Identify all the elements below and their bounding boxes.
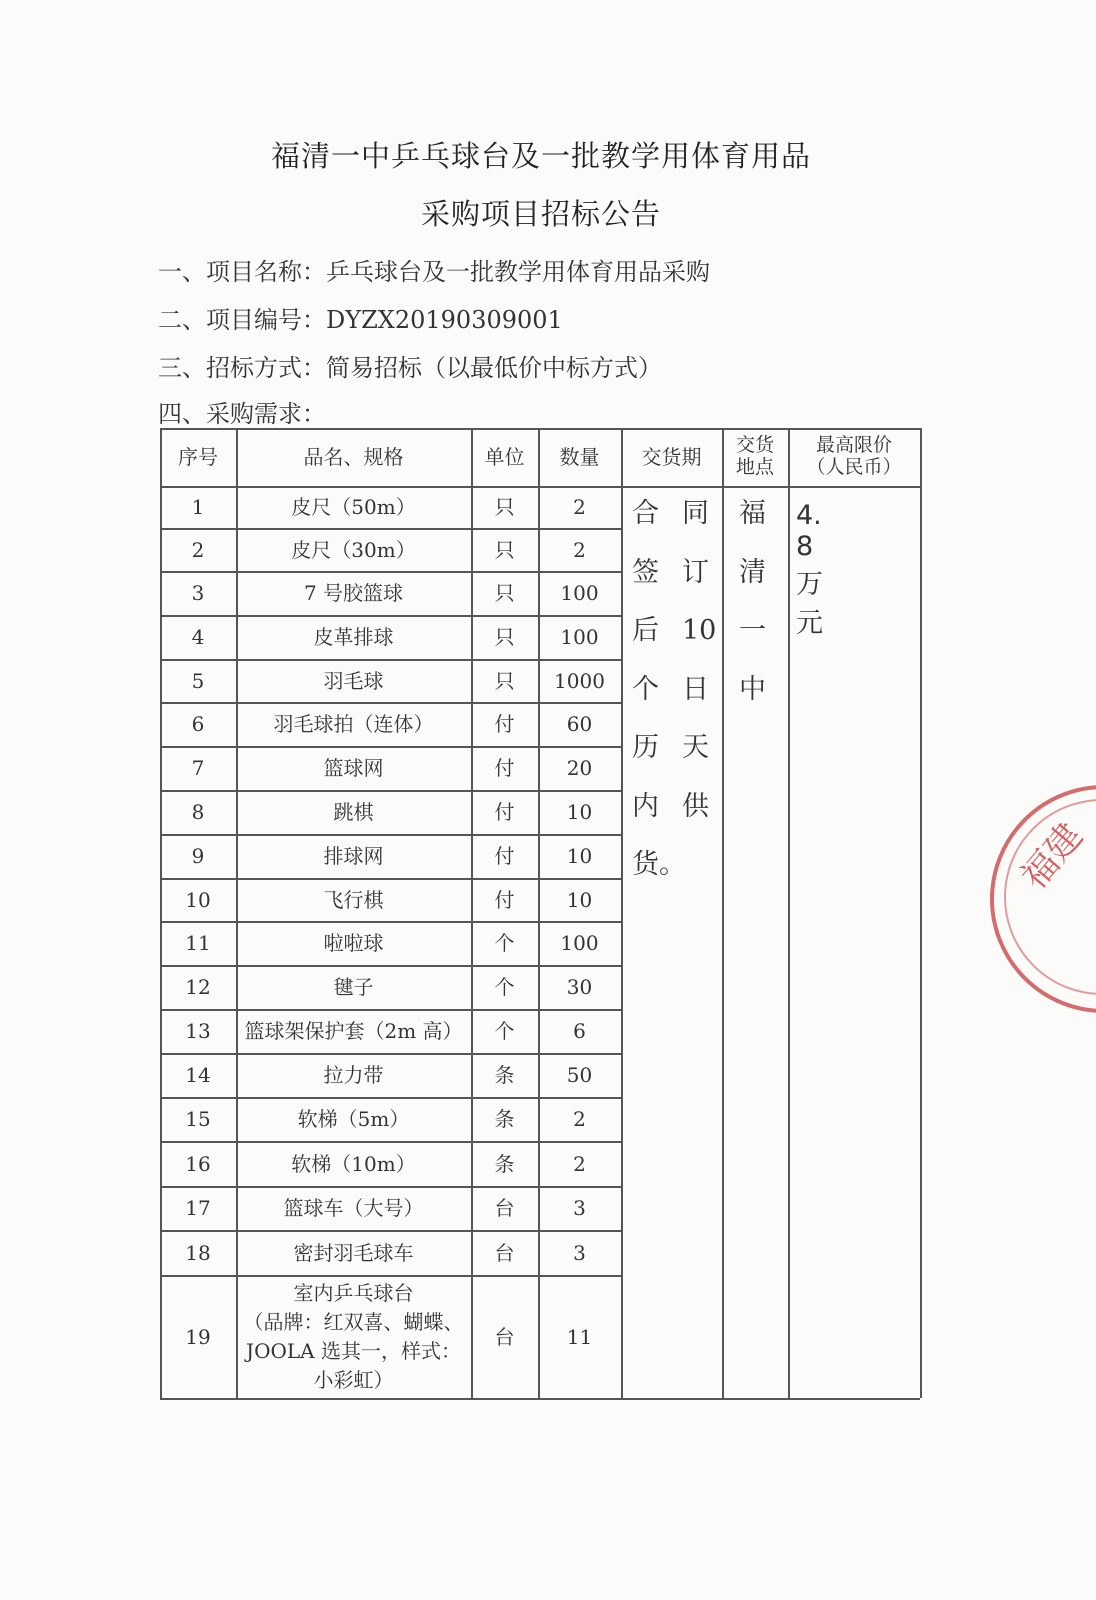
- row-qty: 30: [566, 975, 593, 999]
- row-seq: 1: [191, 495, 205, 519]
- row-name: 软梯（5m）: [297, 1107, 410, 1131]
- row-unit: 个: [494, 1019, 515, 1043]
- row-seq: 11: [185, 931, 211, 955]
- row-name: 拉力带: [323, 1063, 384, 1087]
- header-price: [788, 428, 920, 486]
- row-seq: 10: [185, 887, 211, 912]
- row-unit: 台: [494, 1324, 515, 1349]
- bidding-method-line: 三、招标方式：简易招标（以最低价中标方式）: [158, 354, 662, 382]
- row-seq: 17: [185, 1196, 211, 1220]
- delivery-text-char: 合: [632, 498, 659, 529]
- row-seq: 18: [185, 1240, 211, 1265]
- row-name-line: 小彩虹）: [313, 1367, 394, 1392]
- row-name: 篮球车（大号）: [283, 1196, 424, 1220]
- row-name-line: JOOLA 选其一，样式：: [246, 1338, 461, 1363]
- table-border: [160, 1398, 920, 1400]
- row-unit: 台: [494, 1240, 515, 1265]
- table-border: [722, 428, 724, 1398]
- row-qty: 11: [566, 1324, 593, 1349]
- row-qty: 10: [566, 800, 593, 824]
- delivery-text-char: 签: [632, 556, 659, 588]
- location-text-char: 一: [739, 615, 766, 646]
- row-qty: 10: [566, 844, 593, 868]
- row-seq: 15: [185, 1107, 211, 1131]
- row-seq: 5: [191, 668, 205, 693]
- row-seq: 12: [185, 975, 211, 999]
- row-seq: 16: [185, 1151, 211, 1176]
- row-name: 皮尺（50m）: [291, 495, 416, 519]
- row-qty: 20: [566, 756, 593, 780]
- row-unit: 只: [494, 625, 515, 649]
- row-qty: 2: [573, 1107, 586, 1131]
- header-price-price_l1: 最高限价: [815, 434, 892, 457]
- row-name: 皮尺（30m）: [291, 537, 416, 562]
- stamp-text: 福建: [1013, 815, 1092, 898]
- row-name-line: 室内乒乓球台: [293, 1280, 414, 1305]
- row-name: 7 号胶篮球: [303, 581, 404, 605]
- row-name: 啦啦球: [323, 931, 384, 955]
- delivery-text-char: 供: [682, 790, 709, 822]
- row-seq: 8: [191, 800, 205, 824]
- row-qty: 100: [560, 581, 599, 605]
- row-name: 跳棋: [333, 800, 374, 824]
- document-title-line1: 福清一中乒乓球台及一批教学用体育用品: [270, 139, 811, 173]
- row-name: 毽子: [333, 975, 374, 999]
- row-name-line: （品牌：红双喜、蝴蝶、: [243, 1309, 464, 1334]
- row-unit: 付: [494, 756, 515, 780]
- row-seq: 3: [191, 581, 205, 605]
- header-price-price_l2: （人民币）: [806, 456, 902, 478]
- delivery-text-char: 历: [632, 732, 659, 763]
- row-unit: 条: [494, 1107, 515, 1131]
- document-title-line2: 采购项目招标公告: [420, 197, 661, 231]
- header-unit: 单位: [484, 445, 525, 469]
- row-unit: 条: [494, 1151, 515, 1176]
- header-seq: 序号: [178, 445, 218, 469]
- row-name: [236, 1275, 471, 1398]
- delivery-text-char: 天: [682, 732, 709, 763]
- row-seq: 4: [191, 625, 205, 649]
- row-name: 篮球架保护套（2m 高）: [244, 1019, 463, 1043]
- row-name: 排球网: [323, 844, 384, 868]
- header-delivery: 交货期: [641, 445, 702, 469]
- row-qty: 3: [573, 1196, 586, 1220]
- row-name: 密封羽毛球车: [293, 1240, 414, 1265]
- header-name: 品名、规格: [303, 445, 404, 469]
- delivery-text-char: 10: [682, 615, 717, 646]
- row-unit: 台: [494, 1196, 515, 1220]
- row-qty: 60: [566, 712, 593, 736]
- delivery-text-char: 货。: [632, 849, 686, 880]
- row-qty: 2: [573, 495, 586, 519]
- row-unit: 付: [494, 887, 515, 912]
- row-name: 皮革排球: [313, 625, 394, 649]
- table-border: [788, 428, 790, 1398]
- row-unit: 付: [494, 844, 515, 868]
- row-name: 软梯（10m）: [291, 1151, 416, 1176]
- row-seq: 13: [185, 1019, 211, 1043]
- location-text-char: 福: [739, 498, 766, 529]
- project-name-line: 一、项目名称：乒乓球台及一批教学用体育用品采购: [158, 258, 710, 286]
- row-unit: 付: [494, 712, 515, 736]
- delivery-text-char: 内: [632, 790, 659, 822]
- row-qty: 10: [566, 887, 593, 912]
- row-seq: 19: [185, 1324, 211, 1349]
- row-unit: 只: [494, 668, 515, 693]
- delivery-text-char: 同: [682, 498, 709, 529]
- row-qty: 1000: [554, 668, 605, 693]
- procurement-needs-line: 四、采购需求：: [158, 400, 326, 428]
- max-price: 4. 8 万元: [796, 500, 823, 639]
- row-qty: 100: [560, 931, 599, 955]
- row-qty: 2: [573, 537, 586, 562]
- location-text-char: 清: [739, 556, 766, 588]
- row-unit: 付: [494, 800, 515, 824]
- table-border: [920, 428, 922, 1398]
- row-unit: 只: [494, 581, 515, 605]
- header-location-location_l1: 交货: [735, 434, 774, 457]
- row-seq: 9: [191, 844, 205, 868]
- row-qty: 50: [566, 1063, 593, 1087]
- row-unit: 个: [494, 931, 515, 955]
- row-unit: 条: [494, 1063, 515, 1087]
- row-seq: 2: [191, 537, 205, 562]
- location-text-char: 中: [739, 673, 766, 705]
- official-stamp: [990, 785, 1096, 1013]
- header-location: [722, 428, 788, 486]
- row-qty: 6: [573, 1019, 586, 1043]
- row-unit: 只: [494, 537, 515, 562]
- row-qty: 2: [573, 1151, 586, 1176]
- row-name: 羽毛球: [323, 668, 384, 693]
- row-unit: 个: [494, 975, 515, 999]
- project-number-line: 二、项目编号：DYZX20190309001: [158, 306, 563, 334]
- delivery-text-char: 订: [682, 556, 709, 588]
- row-qty: 3: [573, 1240, 586, 1265]
- row-name: 飞行棋: [323, 887, 384, 912]
- row-unit: 只: [494, 495, 515, 519]
- row-seq: 6: [191, 712, 205, 736]
- header-location-location_l2: 地点: [735, 456, 774, 478]
- delivery-text-char: 个: [632, 673, 659, 705]
- delivery-text-char: 后: [632, 615, 659, 646]
- row-seq: 14: [185, 1063, 211, 1087]
- row-name: 篮球网: [323, 756, 384, 780]
- row-name: 羽毛球拍（连体）: [273, 712, 434, 736]
- header-qty: 数量: [559, 445, 600, 469]
- row-seq: 7: [191, 756, 205, 780]
- delivery-text-char: 日: [682, 673, 709, 705]
- table-border: [621, 428, 623, 1398]
- row-qty: 100: [560, 625, 599, 649]
